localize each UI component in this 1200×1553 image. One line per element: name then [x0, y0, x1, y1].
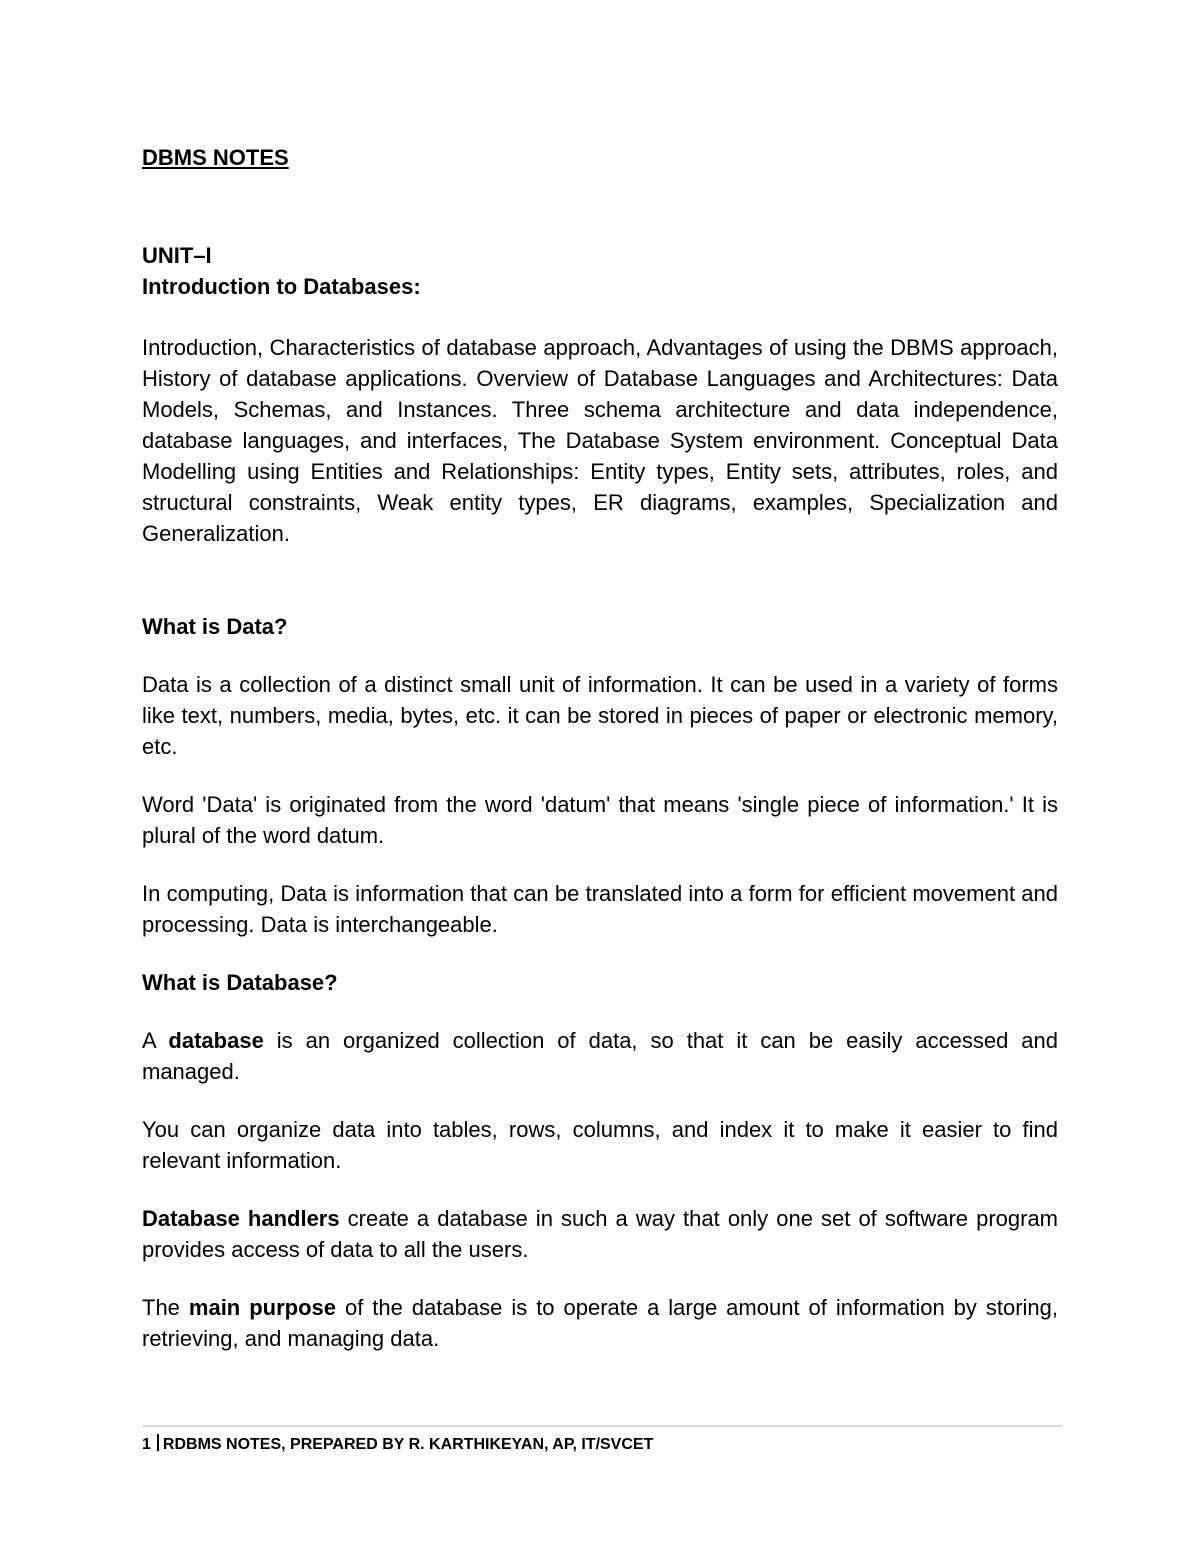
document-title: DBMS NOTES [142, 145, 289, 170]
database-p1-prefix: A [142, 1028, 169, 1053]
database-paragraph-1 [142, 1025, 1058, 1087]
footer-divider [142, 1425, 1062, 1427]
what-is-database-heading: What is Database? [142, 970, 338, 995]
database-paragraph-2: You can organize data into tables, rows, columns, and index it to make it easier to find relevant information. [142, 1117, 1058, 1173]
data-paragraph-2: Word 'Data' is originated from the word 'datum' that means 'single piece of information.' It is plural of the word datum. [142, 792, 1058, 848]
main-purpose-term: main purpose [188, 1295, 336, 1320]
database-paragraph-3 [142, 1203, 1058, 1265]
database-p4-prefix: The [142, 1295, 189, 1320]
page-number: 1 [142, 1436, 151, 1453]
footer-separator [157, 1434, 159, 1451]
unit-label: UNIT–I [142, 243, 212, 268]
document-body [142, 142, 1058, 1354]
database-paragraph-4 [142, 1292, 1058, 1354]
data-paragraph-1: Data is a collection of a distinct small unit of information. It can be used in a variety of forms like text, numbers, media, bytes, etc. it can be stored in pieces of paper or electronic memory, etc. [142, 672, 1058, 759]
database-p3-rest: create a database in such a way that only one set of software program provides access of data to all the users. [142, 1206, 1059, 1262]
unit-subtitle: Introduction to Databases: [142, 274, 421, 299]
database-handlers-term: Database handlers [142, 1206, 340, 1231]
database-term: database [168, 1028, 264, 1053]
database-p4-rest: of the database is to operate a large amount of information by storing, retrieving, and managing data. [142, 1295, 1059, 1351]
footer-text: RDBMS NOTES, PREPARED BY R. KARTHIKEYAN, AP, IT/SVCET [162, 1436, 654, 1453]
syllabus-paragraph: Introduction, Characteristics of database approach, Advantages of using the DBMS approach, History of database applications. Overview of Database Languages and Architectures: Data Models, Schemas, and Instances. Three schema architecture and data independence, database languages, and interfaces, The Database System environment. Conceptual Data Modelling using Entities and Relationships: Entity types, Entity sets, attributes, roles, and structural constraints, Weak entity types, ER diagrams, examples, Specialization and Generalization. [142, 335, 1058, 546]
data-paragraph-3: In computing, Data is information that can be translated into a form for efficient movement and processing. Data is interchangeable. [142, 881, 1058, 937]
page-footer [142, 1434, 653, 1456]
what-is-data-heading: What is Data? [142, 614, 288, 639]
database-p1-rest: is an organized collection of data, so that it can be easily accessed and managed. [142, 1028, 1058, 1084]
